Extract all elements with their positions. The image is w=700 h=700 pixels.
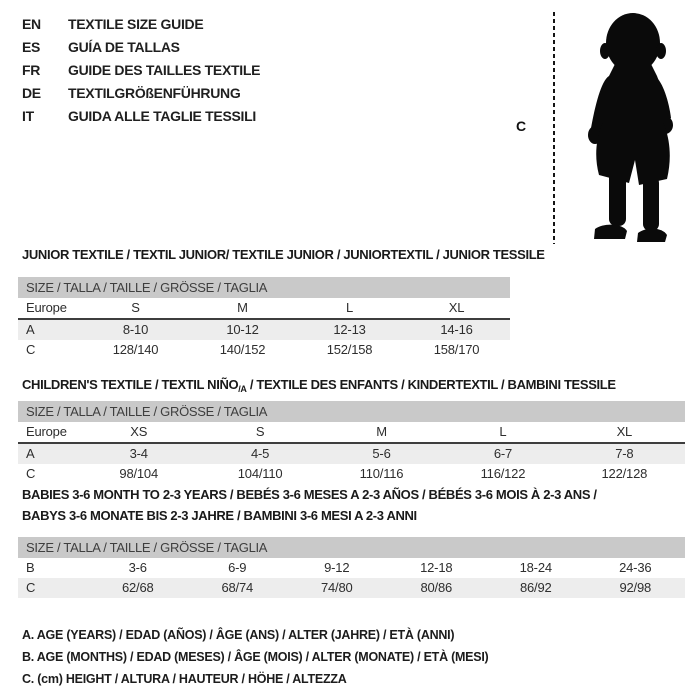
language-code: EN — [22, 16, 41, 32]
age-cell: 4-5 — [251, 446, 270, 461]
height-cell: 140/152 — [219, 342, 266, 357]
children-title-post: / TEXTILE DES ENFANTS / KINDERTEXTIL / BAMBINI TESSILE — [246, 377, 616, 392]
row-label: C — [26, 580, 36, 595]
height-figure — [508, 8, 700, 248]
size-header-bar: SIZE / TALLA / TAILLE / GRÖSSE / TAGLIA — [18, 277, 510, 298]
size-cell: M — [376, 424, 387, 439]
age-cell: 8-10 — [122, 322, 149, 337]
height-cell: 104/110 — [237, 466, 283, 481]
size-cell: XL — [448, 300, 465, 315]
babies-section-title-line2 — [22, 508, 417, 523]
height-cell: 86/92 — [519, 580, 552, 595]
height-cell: 116/122 — [480, 466, 526, 481]
table-row-europe — [18, 422, 685, 444]
height-cell: 98/104 — [119, 466, 158, 481]
babies-size-table — [18, 537, 685, 598]
row-label: Europe — [26, 424, 67, 439]
height-cell: 74/80 — [320, 580, 353, 595]
legend — [22, 624, 488, 690]
language-label: TEXTILGRÖßENFÜHRUNG — [68, 85, 241, 101]
table-row-height — [18, 464, 685, 484]
size-header-bar: SIZE / TALLA / TAILLE / GRÖSSE / TAGLIA — [18, 537, 685, 558]
age-cell: 9-12 — [324, 560, 350, 575]
legend-line-c: C. (cm) HEIGHT / ALTURA / HAUTEUR / HÖHE / ALTEZZA — [22, 672, 347, 686]
row-label: Europe — [26, 300, 67, 315]
size-cell: XS — [130, 424, 148, 439]
babies-title-text: BABIES 3-6 MONTH TO 2-3 YEARS / BEBÉS 3-6 MESES A 2-3 AÑOS / BÉBÉS 3-6 MOIS À 2-3 ANS / — [22, 487, 597, 502]
height-cell: 110/116 — [359, 466, 404, 481]
language-row-de — [22, 82, 260, 105]
row-label: A — [26, 322, 35, 337]
babies-section-title-line1 — [22, 487, 597, 502]
junior-title-text: JUNIOR TEXTILE / TEXTIL JUNIOR/ TEXTILE JUNIOR / JUNIORTEXTIL / JUNIOR TESSILE — [22, 247, 545, 262]
size-cell: S — [131, 300, 140, 315]
junior-section-title — [22, 247, 545, 262]
size-header-bar: SIZE / TALLA / TAILLE / GRÖSSE / TAGLIA — [18, 401, 685, 422]
age-cell: 3-4 — [129, 446, 148, 461]
junior-size-table — [18, 277, 510, 360]
age-cell: 10-12 — [226, 322, 259, 337]
age-cell: 14-16 — [440, 322, 473, 337]
language-code: ES — [22, 39, 41, 55]
height-cell: 62/68 — [121, 580, 154, 595]
age-cell: 5-6 — [372, 446, 391, 461]
language-row-es — [22, 36, 260, 59]
size-cell: L — [345, 300, 354, 315]
height-cell: 122/128 — [601, 466, 648, 481]
babies-title-text: BABYS 3-6 MONATE BIS 2-3 JAHRE / BAMBINI 3-6 MESI A 2-3 ANNI — [22, 508, 417, 523]
height-cell: 80/86 — [420, 580, 453, 595]
height-dashed-line-icon — [553, 12, 555, 244]
language-list — [22, 13, 260, 128]
row-label: C — [26, 466, 36, 481]
language-code: DE — [22, 85, 41, 101]
language-row-it — [22, 105, 260, 128]
age-cell: 12-18 — [420, 560, 453, 575]
table-row-europe — [18, 298, 510, 320]
language-row-en — [22, 13, 260, 36]
row-label: A — [26, 446, 35, 461]
table-row-height — [18, 578, 685, 598]
height-measure-label: C — [516, 118, 527, 134]
age-cell: 18-24 — [519, 560, 552, 575]
language-label: GUIDE DES TAILLES TEXTILE — [68, 62, 261, 78]
children-title-subscript: /A — [238, 384, 247, 394]
row-label: C — [26, 342, 36, 357]
row-label: B — [26, 560, 35, 575]
language-label: GUÍA DE TALLAS — [68, 39, 180, 55]
legend-line-a: A. AGE (YEARS) / EDAD (AÑOS) / ÂGE (ANS) / ALTER (JAHRE) / ETÀ (ANNI) — [22, 628, 455, 642]
table-row-height — [18, 340, 510, 360]
age-cell: 12-13 — [333, 322, 366, 337]
table-row-age — [18, 320, 510, 340]
table-row-age — [18, 444, 685, 464]
language-label: TEXTILE SIZE GUIDE — [68, 16, 204, 32]
size-cell: L — [499, 424, 507, 439]
age-cell: 7-8 — [615, 446, 634, 461]
children-section-title — [22, 377, 616, 394]
language-label: GUIDA ALLE TAGLIE TESSILI — [68, 108, 256, 124]
language-code: IT — [22, 108, 34, 124]
age-cell: 6-7 — [493, 446, 513, 461]
height-cell: 152/158 — [326, 342, 373, 357]
table-row-age-months — [18, 558, 685, 578]
height-cell: 128/140 — [112, 342, 159, 357]
language-row-fr — [22, 59, 260, 82]
height-cell: 68/74 — [221, 580, 254, 595]
toddler-silhouette-icon — [566, 10, 700, 246]
size-cell: S — [255, 424, 265, 439]
language-code: FR — [22, 62, 41, 78]
height-cell: 158/170 — [433, 342, 480, 357]
children-title-pre: CHILDREN'S TEXTILE / TEXTIL NIÑO — [22, 377, 239, 392]
children-size-table — [18, 401, 685, 484]
age-cell: 6-9 — [228, 560, 247, 575]
size-cell: M — [237, 300, 248, 315]
legend-line-b: B. AGE (MONTHS) / EDAD (MESES) / ÂGE (MOIS) / ALTER (MONATE) / ETÀ (MESI) — [22, 650, 489, 664]
size-cell: XL — [616, 424, 633, 439]
height-cell: 92/98 — [619, 580, 652, 595]
age-cell: 24-36 — [619, 560, 652, 575]
age-cell: 3-6 — [128, 560, 147, 575]
